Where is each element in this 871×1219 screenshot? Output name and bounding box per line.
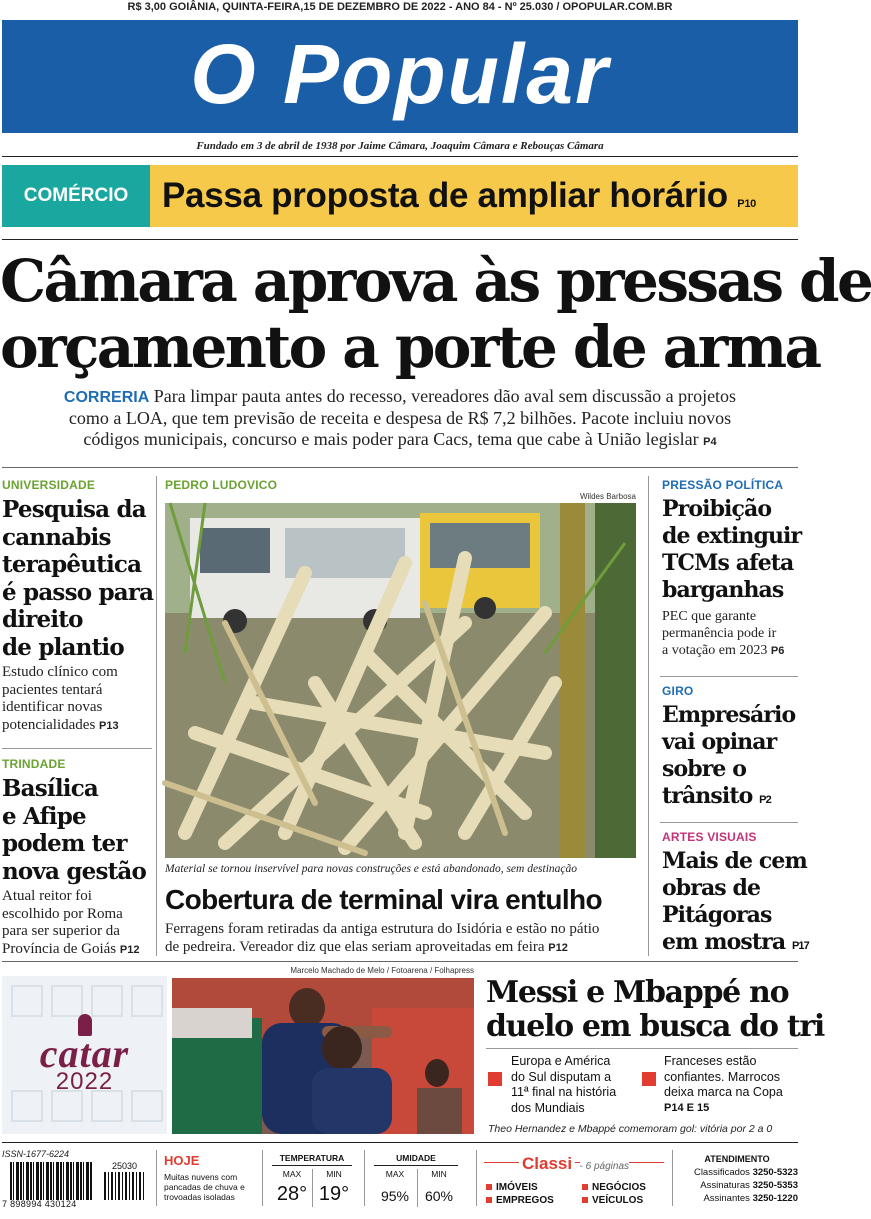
temp-min-label: MIN <box>326 1169 342 1179</box>
atend-a3-label: Assinantes <box>703 1193 750 1204</box>
sports-b1-l4: dos Mundiais <box>511 1100 585 1115</box>
center-headline[interactable]: Cobertura de terminal vira entulho <box>165 884 603 915</box>
banner-headline <box>162 176 756 216</box>
lead-kicker: CORRERIA <box>63 389 150 406</box>
right-s1-text <box>662 608 800 660</box>
left-column-2 <box>2 757 152 959</box>
temp-label: TEMPERATURA <box>279 1153 345 1163</box>
hoje-text <box>164 1172 264 1202</box>
banner-headline-text: Passa proposta de ampliar horário <box>162 176 728 215</box>
right-s1-t2: permanência pode ir <box>662 626 777 641</box>
lead-deck-line1: Para limpar pauta antes do recesso, vereadores dão aval sem discussão a projetos <box>153 386 737 406</box>
left-s1-t1: Estudo clínico com <box>2 664 118 680</box>
right-s1-page: P6 <box>770 645 785 657</box>
right-s1-h4: barganhas <box>662 577 784 603</box>
classi-pages: - 6 páginas <box>579 1161 630 1172</box>
left-s1-t4: potencialidades <box>2 716 96 733</box>
left-s2-h2: e Afipe <box>2 802 86 830</box>
center-t1: Ferragens foram retiradas da antiga estrutura do Isidória e estão no pátio <box>165 921 600 937</box>
temp-max-label: MAX <box>282 1169 302 1179</box>
right-s3-h3: Pitágoras <box>662 902 772 928</box>
left-s1-t3: identificar novas <box>2 699 103 715</box>
right-column-2 <box>662 684 800 814</box>
right-s2-h2: vai opinar <box>662 729 777 755</box>
left-s2-t3: para ser superior da <box>2 923 120 939</box>
lead-headline-line2[interactable]: orçamento a porte de arma <box>0 313 820 381</box>
umid-min-label: MIN <box>431 1169 447 1179</box>
left-s2-page: P12 <box>119 943 140 956</box>
sports-photo-image <box>172 978 474 1134</box>
sports-bullet-2-text <box>664 1054 783 1116</box>
umid-label: UMIDADE <box>396 1153 436 1163</box>
terminal-photo[interactable] <box>165 503 636 858</box>
terminal-photo-image <box>165 503 636 858</box>
right-column-3 <box>662 830 809 960</box>
left-s2-kicker: TRINDADE <box>2 757 66 771</box>
qatar-logo-word: catar <box>39 1031 130 1076</box>
sports-headline-line1: Messi e Mbappé no <box>486 975 789 1010</box>
right-s3-h4: em mostra <box>662 929 786 955</box>
qatar-logo-year: 2022 <box>55 1068 114 1095</box>
lead-deck <box>0 386 800 453</box>
right-s3-h2: obras de <box>662 875 761 901</box>
left-column <box>2 478 152 735</box>
red-square-icon <box>488 1072 502 1086</box>
right-s2-headline[interactable] <box>662 702 800 814</box>
banner-section[interactable] <box>2 165 150 227</box>
topline: R$ 3,00 GOIÂNIA, QUINTA-FEIRA,15 DE DEZEMBRO DE 2022 - ANO 84 - Nº 25.030 / OPOPULAR.COM.BR <box>127 1 673 13</box>
umid-min: 60% <box>424 1188 454 1204</box>
sports-headline[interactable] <box>486 975 825 1044</box>
hoje-label: HOJE <box>164 1153 200 1168</box>
center-text <box>165 920 645 957</box>
classi-item-veiculos[interactable]: VEÍCULOS <box>582 1195 643 1206</box>
classi-item-empregos[interactable]: EMPREGOS <box>486 1195 554 1206</box>
left-s2-t4: Província de Goiás <box>2 940 117 957</box>
red-square-icon <box>486 1197 492 1203</box>
temp-max: 28° <box>276 1183 308 1205</box>
barcode-bars <box>10 1162 92 1200</box>
lead-deck-line2: como a LOA, que tem previsão de receita e despesa de R$ 7,2 bilhões. Pacote incluiu novos <box>68 408 732 428</box>
red-square-icon <box>642 1072 656 1086</box>
left-s2-t2: escolhido por Roma <box>2 905 123 922</box>
right-s1-t3: a votação em 2023 <box>662 643 768 658</box>
right-s3-kicker: ARTES VISUAIS <box>662 830 757 844</box>
hoje-t2: pancadas de chuva e <box>164 1182 245 1192</box>
sports-headline-line2: duelo em busca do tri <box>486 1009 825 1044</box>
right-s2-h1: Empresário <box>662 702 796 728</box>
sports-bullet-1-text <box>511 1054 616 1116</box>
photo-caption: Material se tornou inservível para novas construções e está abandonado, sem destinação <box>165 863 578 875</box>
left-s2-text <box>2 888 152 959</box>
left-s1-t2: pacientes tentará <box>2 681 103 698</box>
sports-b1-l2: do Sul disputam a <box>511 1069 612 1084</box>
sports-b1-l1: Europa e América <box>511 1054 611 1068</box>
masthead <box>2 20 798 133</box>
lead-headline-line1[interactable]: Câmara aprova às pressas de <box>0 247 871 315</box>
barcode-addon-bars <box>104 1172 144 1200</box>
right-s1-h2: de extinguir <box>662 523 802 549</box>
atend-a3-num[interactable]: 3250-1220 <box>752 1193 798 1204</box>
right-s2-kicker: GIRO <box>662 684 694 698</box>
left-s1-headline[interactable] <box>2 496 152 661</box>
barcode-addon-number: 25030 <box>112 1161 138 1171</box>
umid-max: 95% <box>380 1188 410 1204</box>
left-s2-h1: Basílica <box>2 775 99 802</box>
right-s3-headline[interactable] <box>662 848 809 960</box>
sports-b2-l3: deixa marca na Copa <box>664 1085 783 1099</box>
issn: ISSN-1677-6224 <box>2 1149 70 1159</box>
right-s1-t1: PEC que garante <box>662 609 757 624</box>
lead-deck-line3: códigos municipais, concurso e mais poder para Cacs, tema que cabe à União legislar <box>83 429 699 449</box>
center-page: P12 <box>548 942 568 954</box>
red-square-icon <box>582 1184 588 1190</box>
hoje-t3: trovoadas isoladas <box>164 1192 235 1202</box>
atendimento-box <box>676 1153 798 1205</box>
left-s1-page: P13 <box>99 719 119 732</box>
atend-a2-label: Assinaturas <box>700 1180 750 1191</box>
atend-a2-num[interactable]: 3250-5353 <box>752 1180 798 1191</box>
right-s3-h1: Mais de cem <box>662 848 807 874</box>
left-s2-t1: Atual reitor foi <box>2 888 92 904</box>
qatar-logo-panel[interactable] <box>2 976 167 1134</box>
left-s1-h1: Pesquisa da <box>2 496 146 523</box>
barcode-number: 7 898994 430124 <box>2 1199 77 1209</box>
right-s2-h3: sobre o <box>662 756 747 782</box>
right-s2-page: P2 <box>759 794 771 806</box>
classi-title <box>480 1154 668 1174</box>
right-s3-page: P17 <box>791 940 809 952</box>
center-t2: de pedreira. Vereador diz que elas seriam aproveitadas em feira <box>165 939 545 955</box>
right-s1-headline[interactable] <box>662 496 800 604</box>
classi-label: Classi <box>519 1154 575 1173</box>
atend-a1-num[interactable]: 3250-5323 <box>752 1167 798 1178</box>
classi-item-imoveis[interactable]: IMÓVEIS <box>486 1182 538 1193</box>
sports-photo-credit: Marcelo Machado de Melo / Fotoarena / Folhapress <box>290 966 474 975</box>
left-s1-text <box>2 664 152 735</box>
weather-today <box>164 1153 264 1202</box>
sports-b1-l3: 11ª final na história <box>511 1085 617 1099</box>
red-square-icon <box>582 1197 588 1203</box>
left-s1-h4: é passo para <box>2 578 154 606</box>
temp-min: 19° <box>318 1183 350 1205</box>
right-s1-h3: TCMs afeta <box>662 550 794 576</box>
sports-b2-l1: Franceses estão <box>664 1054 757 1068</box>
sports-b2-page: P14 E 15 <box>664 1101 710 1114</box>
right-s1-h1: Proibição <box>662 496 772 522</box>
red-square-icon <box>486 1184 492 1190</box>
lead-page-ref: P4 <box>703 436 717 448</box>
left-s1-h3: terapêutica <box>2 551 142 578</box>
photo-credit: Wildes Barbosa <box>579 492 636 501</box>
atend-a1-label: Classificados <box>693 1167 750 1178</box>
right-s1-kicker: PRESSÃO POLÍTICA <box>662 478 784 492</box>
left-s1-h6: de plantio <box>2 633 124 661</box>
classi-box[interactable] <box>480 1150 668 1208</box>
left-s2-h4: nova gestão <box>2 857 147 885</box>
left-s1-kicker: UNIVERSIDADE <box>2 478 96 492</box>
temperature-box <box>264 1153 360 1205</box>
sports-caption: Theo Hernandez e Mbappé comemoram gol: vitória por 2 a 0 <box>488 1123 773 1135</box>
founded-line: Fundado em 3 de abril de 1938 por Jaime Câmara, Joaquim Câmara e Rebouças Câmara <box>196 140 604 152</box>
banner-section-label: COMÉRCIO <box>23 185 129 206</box>
atend-label: ATENDIMENTO <box>704 1154 770 1164</box>
sports-b2-l2: confiantes. Marrocos <box>664 1069 781 1084</box>
left-s2-h3: podem ter <box>2 830 127 857</box>
masthead-logo[interactable]: O Popular <box>190 27 610 121</box>
center-kicker: PEDRO LUDOVICO <box>165 478 278 492</box>
hoje-t1: Muitas nuvens com <box>164 1172 238 1182</box>
left-s1-h5: direito <box>2 606 83 633</box>
left-s2-headline[interactable] <box>2 775 152 885</box>
classi-item-negocios[interactable]: NEGÓCIOS <box>582 1182 646 1193</box>
sports-photo[interactable] <box>172 978 474 1134</box>
left-s1-h2: cannabis <box>2 523 111 551</box>
right-column <box>662 478 800 660</box>
humidity-box <box>366 1153 466 1204</box>
banner-page-ref: P10 <box>737 198 756 210</box>
barcode <box>2 1162 148 1208</box>
right-s2-h4: trânsito <box>662 783 753 809</box>
umid-max-label: MAX <box>385 1169 405 1179</box>
banner-headline-box[interactable] <box>150 165 798 227</box>
